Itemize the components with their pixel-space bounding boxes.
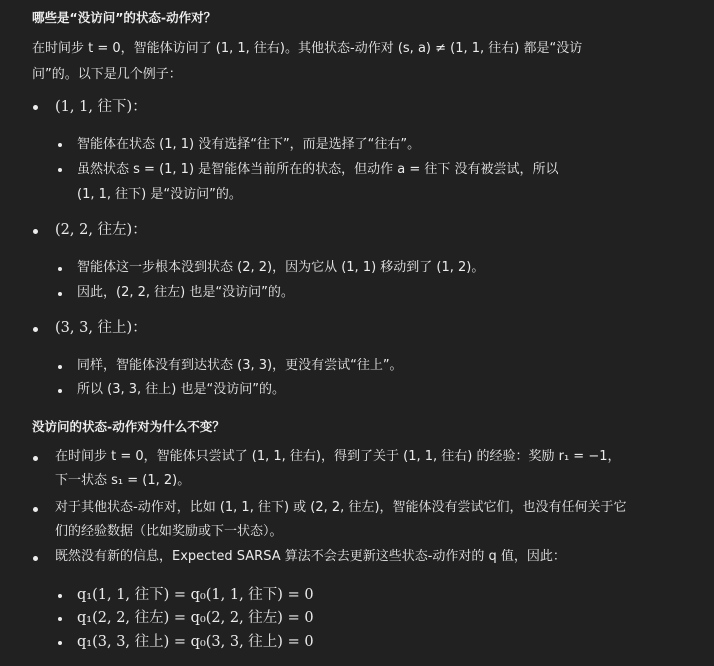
reason-line: 对于其他状态-动作对，比如 (1, 1, 往下) 或 (2, 2, 往左)，智能体没有尝试它们，也没有任何关于它 [55,500,627,515]
q-equation: q₁(2, 2, 往左) = q₀(2, 2, 往左) = 0 [77,610,314,626]
bullet-dot [58,594,62,598]
bullet-dot [33,556,38,561]
bullet-dot [58,292,62,296]
intro-line-1: 在时间步 t = 0，智能体访问了 (1, 1, 往右)。其他状态-动作对 (s, a) ≠ (1, 1, 往右) 都是“没访 [32,41,583,56]
bullet-dot [33,327,38,332]
example-label: (1, 1, 往下)： [55,99,147,115]
bullet-dot [58,389,62,393]
reason-line-continued: 下一状态 s₁ = (1, 2)。 [55,473,191,488]
example-detail: 所以 (3, 3, 往上) 也是“没访问”的。 [77,382,285,397]
intro-line-2: 问”的。以下是几个例子： [32,67,182,82]
bullet-dot [58,617,62,621]
example-detail: 虽然状态 s = (1, 1) 是智能体当前所在的状态，但动作 a = 往下 没有被尝试，所以 [77,162,559,177]
reason-line: 在时间步 t = 0，智能体只尝试了 (1, 1, 往右)，得到了关于 (1, 1, 往右) 的经验：奖励 r₁ = −1， [55,449,621,464]
bullet-dot [33,105,38,110]
bullet-dot [58,641,62,645]
example-detail: 因此，(2, 2, 往左) 也是“没访问”的。 [77,285,294,300]
example-label: (3, 3, 往上)： [55,320,147,336]
example-detail: 智能体在状态 (1, 1) 没有选择“往下”，而是选择了“往右”。 [77,137,421,152]
bullet-dot [33,456,38,461]
q-equation: q₁(3, 3, 往上) = q₀(3, 3, 往上) = 0 [77,634,314,650]
example-label: (2, 2, 往左)： [55,222,147,238]
section-heading-unvisited: 哪些是“没访问”的状态-动作对？ [32,10,217,25]
section-heading-why-unchanged: 没访问的状态-动作对为什么不变？ [32,419,225,434]
reason-line-continued: 们的经验数据（比如奖励或下一状态）。 [55,524,283,539]
example-detail: 同样，智能体没有到达状态 (3, 3)，更没有尝试“往上”。 [77,358,403,373]
bullet-dot [58,365,62,369]
bullet-dot [33,507,38,512]
bullet-dot [58,168,62,172]
bullet-dot [58,143,62,147]
bullet-dot [33,229,38,234]
q-equation: q₁(1, 1, 往下) = q₀(1, 1, 往下) = 0 [77,587,314,603]
reason-line: 既然没有新的信息，Expected SARSA 算法不会去更新这些状态-动作对的 q 值，因此： [55,549,566,564]
example-detail-continued: (1, 1, 往下) 是“没访问”的。 [77,187,242,202]
bullet-dot [58,267,62,271]
example-detail: 智能体这一步根本没到状态 (2, 2)，因为它从 (1, 1) 移动到了 (1, 2)。 [77,260,485,275]
